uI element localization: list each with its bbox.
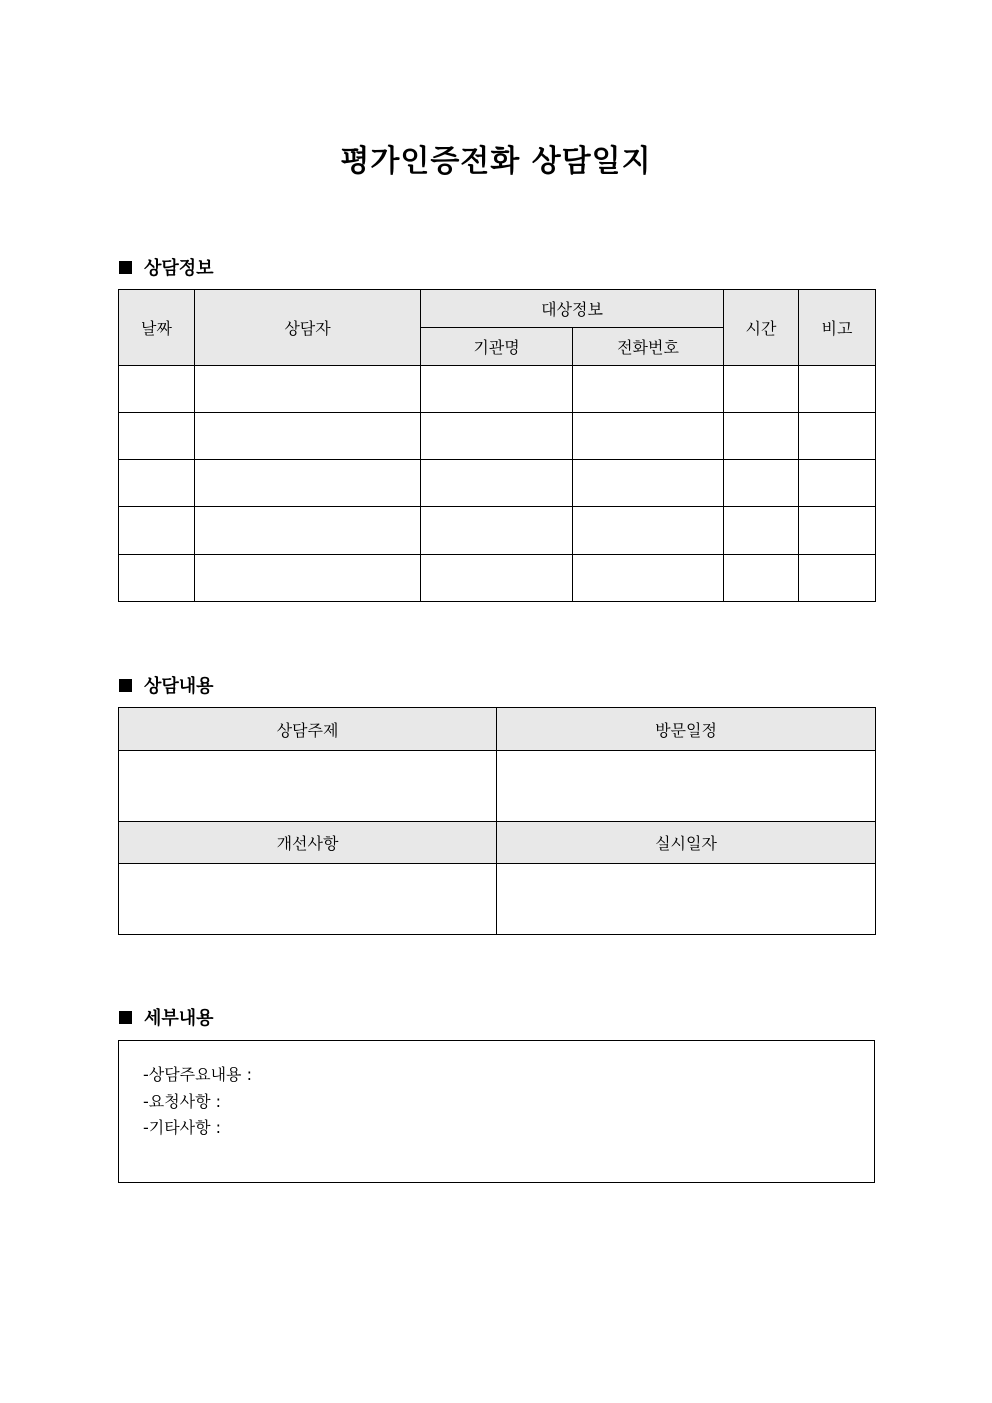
cell-org[interactable] <box>421 460 573 507</box>
detail-box[interactable] <box>118 1040 875 1183</box>
cell-time[interactable] <box>724 555 799 602</box>
cell-date[interactable] <box>119 555 195 602</box>
cell-org[interactable] <box>421 555 573 602</box>
detail-main-content: -상담주요내용 : <box>143 1065 252 1084</box>
cell-counselor[interactable] <box>195 460 421 507</box>
header-improvements: 개선사항 <box>119 822 497 864</box>
header-visit-schedule: 방문일정 <box>497 708 876 751</box>
section-detail-heading: 세부내용 <box>119 1004 214 1030</box>
cell-date[interactable] <box>119 413 195 460</box>
cell-time[interactable] <box>724 507 799 555</box>
cell-implementation-date[interactable] <box>497 864 876 935</box>
consult-info-table <box>118 289 876 602</box>
cell-counselor[interactable] <box>195 555 421 602</box>
cell-phone[interactable] <box>573 460 724 507</box>
header-counselor: 상담자 <box>195 290 421 366</box>
cell-counselor[interactable] <box>195 366 421 413</box>
cell-phone[interactable] <box>573 413 724 460</box>
cell-phone[interactable] <box>573 366 724 413</box>
square-bullet-icon <box>119 1011 132 1024</box>
cell-org[interactable] <box>421 413 573 460</box>
cell-date[interactable] <box>119 366 195 413</box>
square-bullet-icon <box>119 679 132 692</box>
cell-org[interactable] <box>421 507 573 555</box>
cell-time[interactable] <box>724 460 799 507</box>
table-row <box>119 413 876 460</box>
table-row <box>119 555 876 602</box>
cell-visit-schedule[interactable] <box>497 751 876 822</box>
header-org-name: 기관명 <box>421 328 573 366</box>
cell-date[interactable] <box>119 507 195 555</box>
cell-phone[interactable] <box>573 555 724 602</box>
detail-other: -기타사항 : <box>143 1118 222 1137</box>
cell-time[interactable] <box>724 366 799 413</box>
cell-date[interactable] <box>119 460 195 507</box>
table-row <box>119 366 876 413</box>
detail-requests: -요청사항 : <box>143 1092 222 1111</box>
page-title: 평가인증전화 상담일지 <box>340 144 652 179</box>
cell-note[interactable] <box>799 507 876 555</box>
header-implementation-date: 실시일자 <box>497 822 876 864</box>
cell-note[interactable] <box>799 366 876 413</box>
cell-note[interactable] <box>799 555 876 602</box>
header-topic: 상담주제 <box>119 708 497 751</box>
header-date: 날짜 <box>119 290 195 366</box>
table-row <box>119 460 876 507</box>
consult-content-table <box>118 707 876 935</box>
section-info-heading: 상담정보 <box>119 254 214 280</box>
cell-counselor[interactable] <box>195 413 421 460</box>
header-target-info: 대상정보 <box>421 290 724 328</box>
table-row <box>119 507 876 555</box>
cell-topic[interactable] <box>119 751 497 822</box>
cell-counselor[interactable] <box>195 507 421 555</box>
section-content-heading: 상담내용 <box>119 672 214 698</box>
header-note: 비고 <box>799 290 876 366</box>
header-phone: 전화번호 <box>573 328 724 366</box>
cell-note[interactable] <box>799 413 876 460</box>
square-bullet-icon <box>119 261 132 274</box>
cell-improvements[interactable] <box>119 864 497 935</box>
cell-time[interactable] <box>724 413 799 460</box>
cell-org[interactable] <box>421 366 573 413</box>
header-time: 시간 <box>724 290 799 366</box>
cell-phone[interactable] <box>573 507 724 555</box>
cell-note[interactable] <box>799 460 876 507</box>
